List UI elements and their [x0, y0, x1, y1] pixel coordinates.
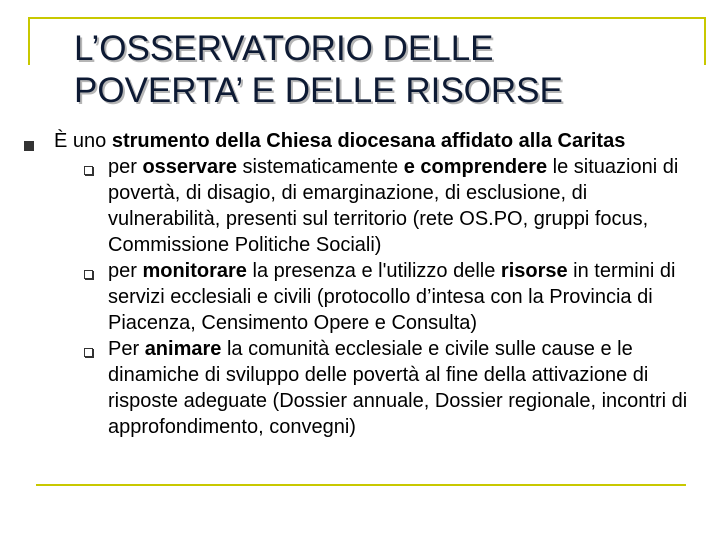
hollow-square-bullet-icon	[84, 348, 93, 357]
frame-bottom-line	[36, 484, 686, 486]
slide-title	[74, 28, 694, 112]
square-bullet-icon	[24, 141, 34, 151]
slide-body	[24, 128, 704, 440]
main-bullet	[24, 128, 704, 440]
sub-bullet-osservare: per osservare sistematicamente e comprendere le situazioni di povertà, di disagio, di emarginazione, di esclusione, di vulnerabilità, presenti sul territorio (rete OS.PO, gruppi focus, Commissione Politiche Sociali)	[84, 154, 704, 258]
hollow-square-bullet-icon	[84, 166, 93, 175]
title-line-2: POVERTA’ E DELLE RISORSE	[74, 71, 563, 110]
title-line-1: L’OSSERVATORIO DELLE	[74, 29, 494, 68]
frame-right-line	[704, 17, 706, 65]
hollow-square-bullet-icon	[84, 270, 93, 279]
sub-bullet-monitorare: per monitorare la presenza e l'utilizzo delle risorse in termini di servizi ecclesiali e civili (protocollo d’intesa con la Provincia di Piacenza, Censimento Opere e Consulta)	[84, 258, 704, 336]
frame-left-line	[28, 17, 30, 65]
frame-top-line	[28, 17, 706, 19]
sub-bullet-list	[54, 154, 704, 440]
main-bullet-text: È uno strumento della Chiesa diocesana affidato alla Caritas	[54, 130, 626, 152]
sub-bullet-animare: Per animare la comunità ecclesiale e civile sulle cause e le dinamiche di sviluppo delle povertà al fine della attivazione di risposte adeguate (Dossier annuale, Dossier regionale, incontri di approfondimento, convegni)	[84, 336, 704, 440]
